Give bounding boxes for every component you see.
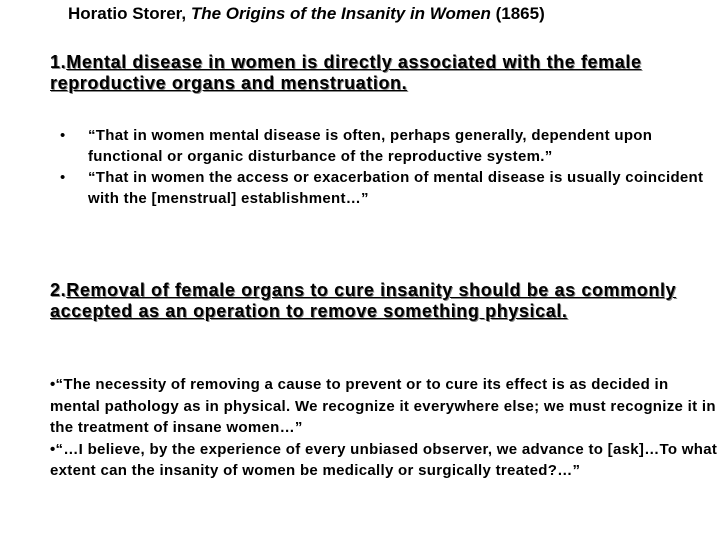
bullet-item (60, 125, 720, 167)
heading-1-text: Mental disease in women is directly associated with the female reproductive organs and menstruation. (50, 52, 642, 93)
quote-paragraph: •“The necessity of removing a cause to prevent or to cure its effect is as decided in mental pathology as in physical. We recognize it everywhere else; we must recognize it in the treatment of insane women…” (50, 376, 716, 436)
bullet-text: “That in women the access or exacerbation of mental disease is usually coincident with the [menstrual] establishment…” (88, 169, 704, 207)
bullet-marker: • (60, 169, 66, 186)
title-author: Horatio Storer, (68, 4, 187, 23)
quote-paragraphs (50, 374, 718, 482)
heading-2-number: 2. (50, 280, 67, 300)
slide-title (68, 4, 545, 24)
quote-paragraph: •“…I believe, by the experience of every unbiased observer, we advance to [ask]…To what extent can the insanity of women be medically or surgically treated?…” (50, 440, 718, 479)
bullet-item (60, 167, 720, 209)
title-work: The Origins of the Insanity in Women (190, 4, 491, 23)
heading-2 (50, 280, 710, 322)
heading-1 (50, 52, 710, 94)
heading-1-number: 1. (50, 52, 67, 72)
title-year: (1865) (495, 4, 545, 23)
bullet-text: “That in women mental disease is often, perhaps generally, dependent upon functional or organic disturbance of the reproductive system.” (88, 127, 653, 165)
bullet-list (60, 125, 720, 209)
heading-2-text: Removal of female organs to cure insanity should be as commonly accepted as an operation to remove something physical. (50, 280, 677, 321)
bullet-marker: • (60, 127, 66, 144)
